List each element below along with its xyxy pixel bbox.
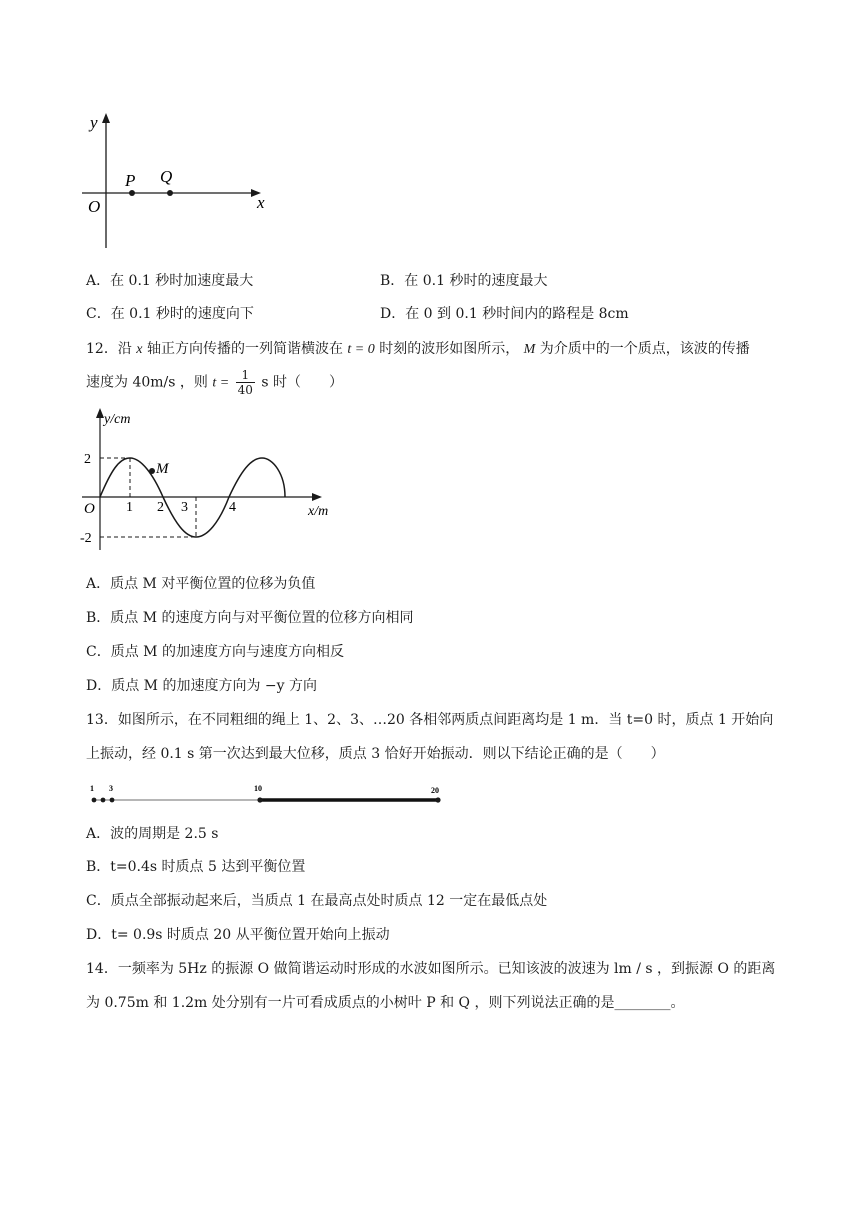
q12-option-d[interactable]: D．质点 M 的加速度方向为 −y 方向 bbox=[86, 678, 317, 694]
q12-stem-line2: 速度为 40m/s ，则 t = $\frac{1}{40}$ s 时（ ） bbox=[86, 368, 344, 397]
q11-option-d[interactable]: D．在 0 到 0.1 秒时间内的路程是 8cm bbox=[380, 306, 629, 322]
q13-option-d[interactable]: D．t= 0.9s 时质点 20 从平衡位置开始向上振动 bbox=[86, 927, 390, 943]
rope-point-2 bbox=[101, 798, 106, 803]
q14-stem-line1: 14．一频率为 5Hz 的振源 O 做简谐运动时形成的水波如图所示。已知该波的波速为 lm / s ，到振源 O 的距离 bbox=[86, 961, 776, 977]
x-tick-4: 4 bbox=[229, 500, 236, 515]
figure-rope bbox=[84, 780, 454, 810]
q13-stem-line1: 13．如图所示，在不同粗细的绳上 1、2、3、…20 各相邻两质点间距离均是 1 m．当 t=0 时，质点 1 开始向 bbox=[86, 712, 774, 728]
point-q bbox=[167, 190, 173, 196]
q12-option-b[interactable]: B．质点 M 的速度方向与对平衡位置的位移方向相同 bbox=[86, 610, 414, 626]
x-tick-1: 1 bbox=[126, 500, 133, 515]
x-axis-label: x/m bbox=[308, 504, 329, 519]
p-label: P bbox=[125, 171, 136, 190]
q13-option-c[interactable]: C．质点全部振动起来后，当质点 1 在最高点处时质点 12 一定在最低点处 bbox=[86, 893, 548, 909]
x-axis-label: x bbox=[257, 193, 265, 212]
y-tick-2: 2 bbox=[84, 452, 91, 467]
q14-stem-line2: 为 0.75m 和 1.2m 处分别有一片可看成质点的小树叶 P 和 Q ，则下列说法正确的是________。 bbox=[86, 995, 685, 1011]
point-m bbox=[149, 468, 155, 474]
rope-point-3 bbox=[110, 798, 115, 803]
y-tick-neg2: -2 bbox=[80, 531, 92, 546]
q11-option-b[interactable]: B．在 0.1 秒时的速度最大 bbox=[380, 273, 548, 289]
rope-point-10 bbox=[257, 797, 262, 802]
q13-option-b[interactable]: B．t=0.4s 时质点 5 达到平衡位置 bbox=[86, 859, 306, 875]
figure-wave-graph bbox=[78, 405, 348, 555]
svg-text:M: M bbox=[156, 461, 169, 477]
rope-point-20 bbox=[435, 797, 440, 802]
figure-pq-axes bbox=[78, 108, 278, 258]
origin-label: O bbox=[88, 197, 101, 216]
x-tick-3: 3 bbox=[181, 500, 188, 515]
rope-point-1 bbox=[92, 798, 97, 803]
q12-option-c[interactable]: C．质点 M 的加速度方向与速度方向相反 bbox=[86, 644, 344, 660]
fraction-1-over-40: $\frac{1}{40}$ bbox=[237, 368, 253, 397]
q12-stem-line1: 12．沿 x 轴正方向传播的一列简谐横波在 t = 0 时刻的波形如图所示， M 为介质中的一个质点，该波的传播 bbox=[86, 341, 750, 357]
q12-option-a[interactable]: A．质点 M 对平衡位置的位移为负值 bbox=[86, 576, 316, 592]
q11-option-a[interactable]: A．在 0.1 秒时加速度最大 bbox=[86, 273, 254, 289]
svg-text:1: 1 bbox=[90, 784, 94, 793]
svg-text:20: 20 bbox=[431, 786, 439, 795]
q-label: Q bbox=[160, 167, 173, 186]
svg-text:10: 10 bbox=[254, 784, 262, 793]
svg-text:3: 3 bbox=[109, 784, 113, 793]
point-p bbox=[129, 190, 135, 196]
q13-option-a[interactable]: A．波的周期是 2.5 s bbox=[86, 826, 219, 842]
origin-label: O bbox=[84, 501, 95, 517]
q11-option-c[interactable]: C．在 0.1 秒时的速度向下 bbox=[86, 306, 254, 322]
y-axis-label: y/cm bbox=[104, 412, 131, 427]
q13-stem-line2: 上振动，经 0.1 s 第一次达到最大位移，质点 3 恰好开始振动．则以下结论正确的是（ ） bbox=[86, 746, 665, 762]
x-tick-2: 2 bbox=[157, 500, 164, 515]
y-axis-label: y bbox=[90, 113, 98, 132]
